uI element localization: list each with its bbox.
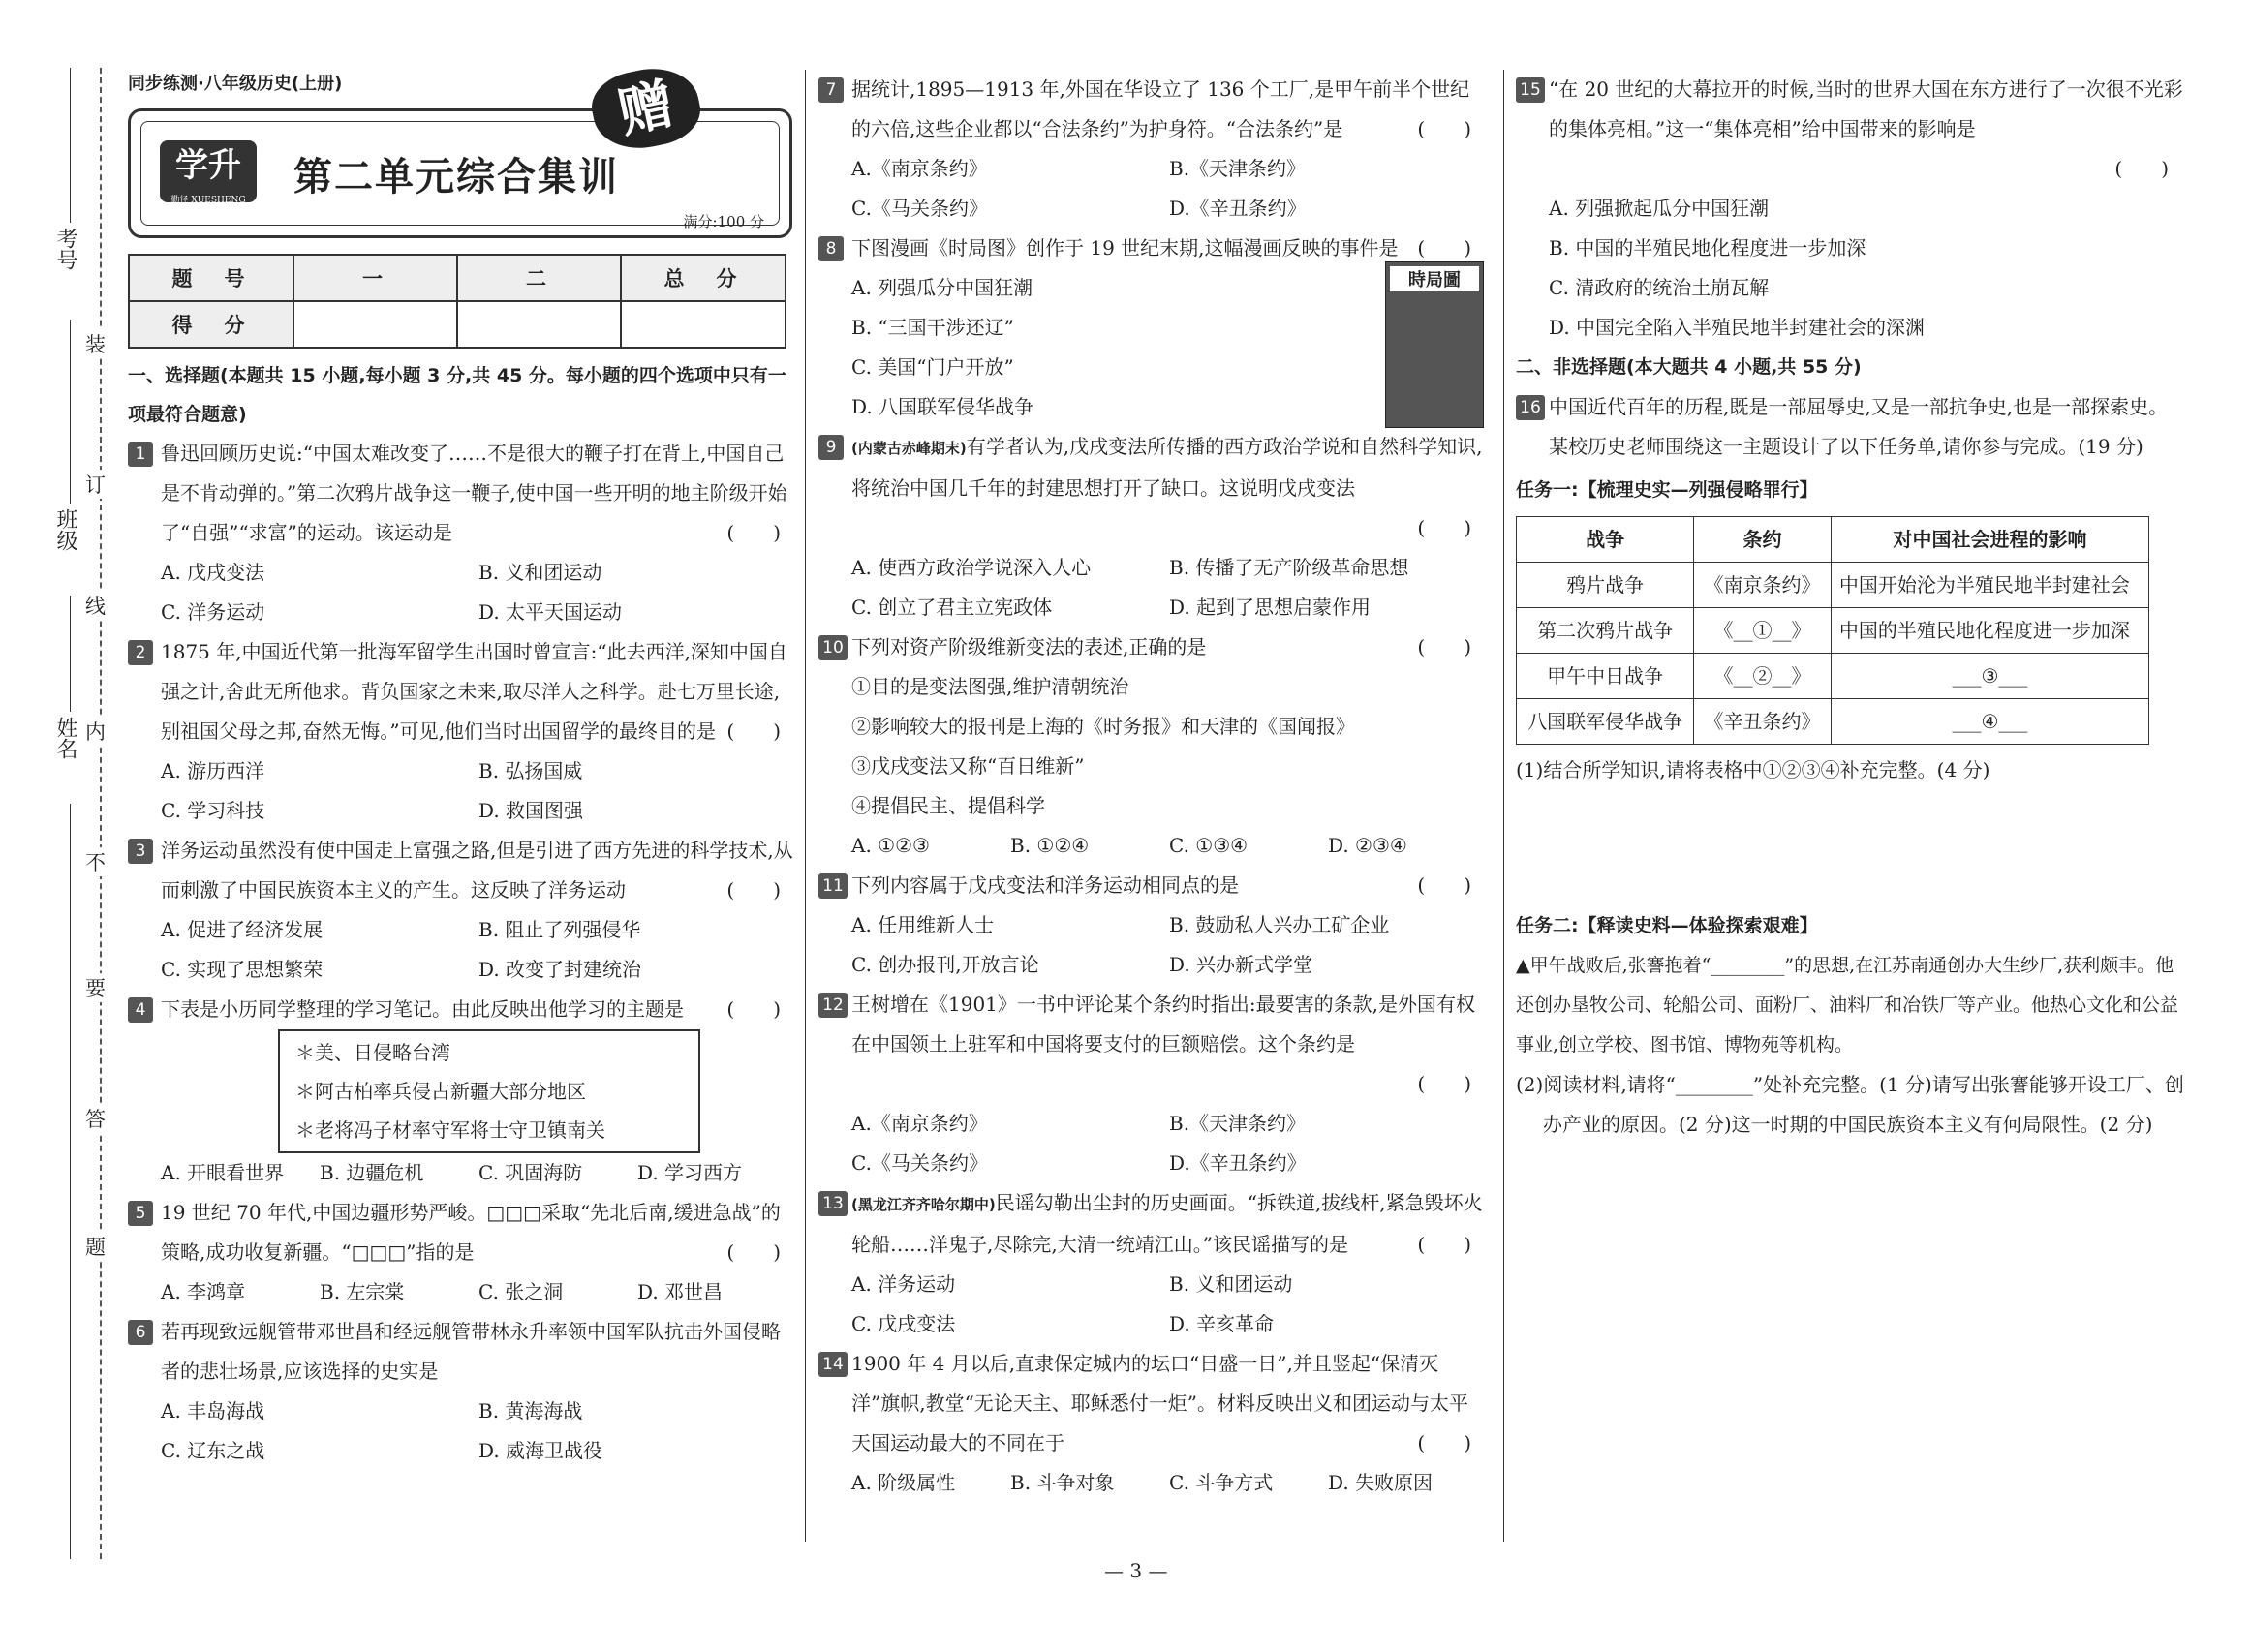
option[interactable]: B. 黄海海战 (478, 1399, 583, 1423)
option[interactable]: C. 创办报刊,开放言论 (851, 953, 1039, 976)
option[interactable]: D. 兴办新式学堂 (1169, 953, 1313, 976)
options-10 (818, 826, 1487, 866)
question-text: 1875 年,中国近代第一批海军留学生出国时曾宣言:“此去西洋,深知中国自强之计,舍此无所他求。背负国家之未来,取尽洋人之科学。赴七万里长途,别祖国父母之邦,奋然无悔。”可见,他们当时出国留学的最终目的是 (161, 640, 787, 743)
question-source: (内蒙古赤峰期末) (851, 440, 967, 457)
option[interactable]: A. 戊戌变法 (161, 561, 265, 584)
option[interactable]: C. 洋务运动 (161, 600, 265, 624)
option[interactable]: C. 美国“门户开放” (851, 355, 1014, 379)
option[interactable]: A. 任用维新人士 (851, 913, 995, 936)
question-text: 下图漫画《时局图》创作于 19 世纪末期,这幅漫画反映的事件是 (851, 236, 1399, 260)
series-title: 同步练测·八年级历史(上册) (128, 74, 343, 94)
option[interactable]: D. 威海卫战役 (478, 1439, 603, 1462)
margin-line (70, 320, 71, 504)
question-number: 1 (128, 442, 153, 467)
question-12 (818, 985, 1487, 1104)
answer-space-1[interactable] (1516, 790, 2184, 906)
table-row (1517, 608, 2149, 654)
score-cell[interactable] (293, 301, 457, 348)
score-header: 二 (457, 255, 621, 301)
question-3 (128, 831, 796, 910)
options-4 (128, 1153, 796, 1193)
binding-char: 题 (85, 1232, 106, 1261)
answer-paren[interactable]: ( ) (726, 878, 781, 902)
question-number: 14 (818, 1352, 848, 1377)
options-3 (128, 910, 796, 990)
option[interactable]: A. 使西方政治学说深入人心 (851, 556, 1092, 579)
answer-paren[interactable]: ( ) (1417, 635, 1471, 658)
option[interactable]: A. 列强掀起瓜分中国狂潮 (1549, 197, 1770, 220)
section-1-heading: 一、选择题(本题共 15 小题,每小题 3 分,共 45 分。每小题的四个选项中只有一项最符合题意) (128, 365, 786, 425)
table-cell: 《南京条约》 (1694, 563, 1832, 608)
question-number: 3 (128, 839, 153, 864)
question-number: 15 (1516, 77, 1545, 103)
question-number: 5 (128, 1201, 153, 1226)
option[interactable]: C.《马关条约》 (851, 1151, 988, 1175)
option[interactable]: D. 改变了封建统治 (478, 958, 642, 981)
question-15 (1516, 70, 2184, 189)
option[interactable]: A. 洋务运动 (851, 1272, 956, 1296)
answer-paren[interactable]: ( ) (1417, 236, 1471, 260)
question-16 (1516, 387, 2184, 467)
column-3 (1516, 70, 2184, 1145)
question-text: 19 世纪 70 年代,中国边疆形势严峻。□□□采取“先北后南,缓进急战”的策略,成功收复新疆。“□□□”指的是 (161, 1201, 781, 1264)
name-label: 姓名 (53, 717, 77, 759)
option[interactable]: C. 创立了君主立宪政体 (851, 596, 1053, 619)
question-number: 2 (128, 640, 153, 665)
exam-number-label: 考号 (53, 228, 77, 270)
answer-paren[interactable]: ( ) (726, 1240, 781, 1264)
column-divider (805, 70, 806, 1542)
option[interactable]: A. ①②③ (851, 834, 930, 857)
margin-line (70, 68, 71, 223)
question-number: 7 (818, 77, 844, 103)
option[interactable]: C. 戊戌变法 (851, 1312, 956, 1335)
time-situation-cartoon (1385, 261, 1484, 428)
option[interactable]: D. 失败原因 (1328, 1471, 1434, 1494)
option[interactable]: D. 起到了思想启蒙作用 (1169, 596, 1372, 619)
table-row (1517, 699, 2149, 745)
answer-paren[interactable]: ( ) (1417, 873, 1471, 897)
answer-paren[interactable]: ( ) (726, 521, 781, 544)
option[interactable]: D.《辛丑条约》 (1169, 197, 1307, 220)
options-14 (818, 1463, 1487, 1503)
table-cell: 第二次鸦片战争 (1517, 608, 1694, 654)
question-text: 下列内容属于戊戌变法和洋务运动相同点的是 (851, 873, 1239, 897)
question-number: 16 (1516, 395, 1545, 420)
binding-char: 线 (85, 591, 106, 620)
option[interactable]: A. 列强瓜分中国狂潮 (851, 276, 1033, 299)
score-table (128, 254, 786, 349)
option[interactable]: D. 救国图强 (478, 799, 584, 822)
option[interactable]: A. 开眼看世界 (161, 1161, 285, 1184)
option[interactable]: C. 实现了思想繁荣 (161, 958, 324, 981)
gift-badge: 赠 (586, 59, 706, 157)
column-1 (128, 356, 796, 1471)
column-divider (1503, 70, 1504, 1542)
question-number: 4 (128, 997, 153, 1023)
option[interactable]: B.《天津条约》 (1169, 157, 1307, 180)
table-cell: 中国的半殖民地化程度进一步加深 (1831, 608, 2148, 654)
table-cell: 鸦片战争 (1517, 563, 1694, 608)
margin-line (70, 804, 71, 1559)
question-number: 13 (818, 1191, 848, 1216)
answer-paren[interactable]: ( ) (726, 719, 781, 743)
question-9 (818, 427, 1487, 548)
answer-paren[interactable]: ( ) (1417, 1072, 1471, 1095)
statement: ④提倡民主、提倡科学 (851, 794, 1045, 817)
question-11 (818, 866, 1487, 905)
options-11 (818, 905, 1487, 985)
question-text: 鲁迅回顾历史说:“中国太难改变了……不是很大的鞭子打在背上,中国自己是不肯动弹的。”第二次鸦片战争这一鞭子,使中国一些开明的地主阶级开始了“自强”“求富”的运动。该运动是 (161, 442, 787, 544)
logo: 学升 (160, 140, 257, 202)
binding-char: 装 (85, 329, 106, 358)
options-9 (818, 548, 1487, 627)
option[interactable]: B. 义和团运动 (1169, 1272, 1293, 1296)
option[interactable]: C. 张之洞 (478, 1280, 564, 1303)
task-2-heading: 任务二:【释读史料—体验探索艰难】 (1516, 915, 1818, 936)
table-header: 条约 (1694, 517, 1832, 563)
option[interactable]: D. 辛亥革命 (1169, 1312, 1275, 1335)
option[interactable]: D. 太平天国运动 (478, 600, 623, 624)
note-item: ＊阿古柏率兵侵占新疆大部分地区 (295, 1080, 586, 1103)
statement: ①目的是变法图强,维护清朝统治 (851, 675, 1129, 698)
table-cell: 《辛丑条约》 (1694, 699, 1832, 745)
cartoon-title: 時局圖 (1390, 266, 1479, 291)
question-14 (818, 1344, 1487, 1463)
answer-paren[interactable]: ( ) (726, 997, 781, 1021)
options-7 (818, 149, 1487, 229)
score-cell[interactable] (621, 301, 786, 348)
option[interactable]: C. 巩固海防 (478, 1161, 583, 1184)
question-text: 洋务运动虽然没有使中国走上富强之路,但是引进了西方先进的科学技术,从而刺激了中国民族资本主义的产生。这反映了洋务运动 (161, 839, 793, 902)
class-label: 班级 (53, 508, 77, 551)
option[interactable]: B. “三国干涉还辽” (851, 316, 1014, 339)
question-text: “在 20 世纪的大幕拉开的时候,当时的世界大国在东方进行了一次很不光彩的集体亮相。”这一“集体亮相”给中国带来的影响是 (1549, 77, 2183, 140)
option[interactable]: B. 阻止了列强侵华 (478, 918, 641, 941)
option[interactable]: A. 李鸿章 (161, 1280, 246, 1303)
option[interactable]: C. 辽东之战 (161, 1439, 265, 1462)
answer-paren[interactable]: ( ) (1417, 117, 1471, 140)
table-row (1517, 654, 2149, 699)
question-2 (128, 632, 796, 751)
blank-2[interactable]: 《__②__》 (1694, 654, 1832, 699)
options-13 (818, 1265, 1487, 1344)
sub-question-1: (1)结合所学知识,请将表格中①②③④补充完整。(4 分) (1516, 758, 1990, 781)
page-number: — 3 — (1104, 1559, 1168, 1582)
question-5 (128, 1193, 796, 1272)
binding-char: 内 (85, 717, 106, 746)
option[interactable]: C. 学习科技 (161, 799, 265, 822)
option[interactable]: B. 弘扬国威 (478, 759, 583, 782)
cut-line (100, 68, 102, 1559)
option[interactable]: A. 丰岛海战 (161, 1399, 265, 1423)
question-4 (128, 990, 796, 1029)
question-text: 据统计,1895—1913 年,外国在华设立了 136 个工厂,是甲午前半个世纪的六倍,这些企业都以“合法条约”为护身符。“合法条约”是 (851, 77, 1470, 140)
table-cell: 甲午中日战争 (1517, 654, 1694, 699)
option[interactable]: A.《南京条约》 (851, 157, 988, 180)
task-table (1516, 516, 2149, 745)
option[interactable]: D. 学习西方 (637, 1161, 743, 1184)
question-1 (128, 434, 796, 553)
option[interactable]: C. 斗争方式 (1169, 1471, 1274, 1494)
question-text: 下列对资产阶级维新变法的表述,正确的是 (851, 635, 1207, 658)
options-2 (128, 751, 796, 831)
table-cell: 八国联军侵华战争 (1517, 699, 1694, 745)
options-15 (1516, 189, 2184, 348)
question-number: 8 (818, 236, 844, 261)
logo-subtext: 勤径 XUESHENG (170, 196, 246, 205)
question-text: 1900 年 4 月以后,直隶保定城内的坛口“日盛一日”,并且竖起“保清灭洋”旗帜,教堂“无论天主、耶稣悉付一炬”。材料反映出义和团运动与太平天国运动最大的不同在于 (851, 1352, 1469, 1454)
full-score: 满分:100 分 (683, 213, 764, 230)
answer-paren[interactable]: ( ) (1417, 516, 1471, 539)
option[interactable]: B. 左宗棠 (320, 1280, 405, 1303)
option[interactable]: A.《南京条约》 (851, 1112, 988, 1135)
note-item: ＊美、日侵略台湾 (295, 1041, 450, 1064)
question-7 (818, 70, 1487, 149)
table-cell: 中国开始沦为半殖民地半封建社会 (1831, 563, 2148, 608)
table-header: 战争 (1517, 517, 1694, 563)
answer-paren[interactable]: ( ) (2114, 157, 2169, 180)
blank-3[interactable]: ___③___ (1831, 654, 2148, 699)
binding-char: 订 (85, 470, 106, 499)
section-2-heading: 二、非选择题(本大题共 4 小题,共 55 分) (1516, 356, 1862, 378)
score-cell[interactable] (457, 301, 621, 348)
option[interactable]: D.《辛丑条约》 (1169, 1151, 1307, 1175)
binding-char: 要 (85, 973, 106, 1002)
options-1 (128, 553, 796, 632)
option[interactable]: B. 义和团运动 (478, 561, 602, 584)
question-text: 下表是小历同学整理的学习笔记。由此反映出他学习的主题是 (161, 997, 684, 1021)
binding-char: 答 (85, 1104, 106, 1133)
question-source: (黑龙江齐齐哈尔期中) (851, 1196, 996, 1213)
option[interactable]: C.《马关条约》 (851, 197, 988, 220)
question-text: 中国近代百年的历程,既是一部屈辱史,又是一部抗争史,也是一部探索史。某校历史老师围绕这一主题设计了以下任务单,请你参与完成。(19 分) (1549, 395, 2169, 458)
statement: ③戊戌变法又称“百日维新” (851, 754, 1085, 778)
option[interactable]: B. 边疆危机 (320, 1161, 424, 1184)
question-text: 王树增在《1901》一书中评论某个条约时指出:最要害的条款,是外国有权在中国领土上驻军和中国将要支付的巨额赔偿。这个条约是 (851, 993, 1475, 1055)
option[interactable]: A. 促进了经济发展 (161, 918, 324, 941)
options-12 (818, 1104, 1487, 1183)
question-number: 9 (818, 435, 844, 460)
option[interactable]: B. 斗争对象 (1010, 1471, 1115, 1494)
question-number: 11 (818, 873, 848, 899)
study-notes-box (278, 1029, 700, 1153)
page-title: 第二单元综合集训 (293, 154, 619, 199)
question-text: 民谣勾勒出尘封的历史画面。“拆铁道,拔线杆,紧急毁坏火轮船……洋鬼子,尽除完,大清一统靖江山。”该民谣描写的是 (851, 1191, 1483, 1256)
binding-char: 不 (85, 847, 106, 876)
option[interactable]: D. 邓世昌 (637, 1280, 724, 1303)
statement: ②影响较大的报刊是上海的《时务报》和天津的《国闻报》 (851, 715, 1355, 738)
margin-line (70, 596, 71, 712)
answer-paren[interactable]: ( ) (1417, 1233, 1471, 1256)
table-row (1517, 563, 2149, 608)
score-row-label: 得 分 (129, 301, 293, 348)
answer-paren[interactable]: ( ) (1417, 1431, 1471, 1454)
option[interactable]: B. 鼓励私人兴办工矿企业 (1169, 913, 1390, 936)
blank-4[interactable]: ___④___ (1831, 699, 2148, 745)
question-13 (818, 1183, 1487, 1265)
note-item: ＊老将冯子材率守军将士守卫镇南关 (295, 1118, 605, 1142)
option[interactable]: C. ①③④ (1169, 834, 1249, 857)
question-number: 10 (818, 635, 848, 660)
question-text: 若再现致远舰管带邓世昌和经远舰管带林永升率领中国军队抗击外国侵略者的悲壮场景,应该选择的史实是 (161, 1320, 781, 1383)
blank-1[interactable]: 《__①__》 (1694, 608, 1832, 654)
option[interactable]: D. ②③④ (1328, 834, 1407, 857)
question-number: 12 (818, 993, 848, 1018)
statements-10 (818, 667, 1487, 826)
option[interactable]: D. 八国联军侵华战争 (851, 395, 1034, 418)
options-5 (128, 1272, 796, 1312)
question-10 (818, 627, 1487, 667)
question-6 (128, 1312, 796, 1392)
task-1-heading: 任务一:【梳理史实—列强侵略罪行】 (1516, 479, 1818, 501)
option[interactable]: B.《天津条约》 (1169, 1112, 1307, 1135)
option[interactable]: A. 阶级属性 (851, 1471, 956, 1494)
material-text: ▲甲午战败后,张謇抱着“________”的思想,在江苏南通创办大生纱厂,获利颇丰。他还创办垦牧公司、轮船公司、面粉厂、油料厂和冶铁厂等产业。他热心文化和公益事业,创立学校、图书馆、博物苑等机构。 (1516, 955, 2179, 1055)
option[interactable]: B. ①②④ (1010, 834, 1090, 857)
score-header: 一 (293, 255, 457, 301)
sub-question-2: (2)阅读材料,请将“________”处补充完整。(1 分)请写出张謇能够开设工厂、创办产业的原因。(2 分)这一时期的中国民族资本主义有何局限性。(2 分) (1516, 1073, 2184, 1136)
score-header: 题 号 (129, 255, 293, 301)
question-number: 6 (128, 1320, 153, 1345)
option[interactable]: D. 中国完全陷入半殖民地半封建社会的深渊 (1549, 316, 1926, 339)
option[interactable]: B. 传播了无产阶级革命思想 (1169, 556, 1409, 579)
question-text: 有学者认为,戊戌变法所传播的西方政治学说和自然科学知识,将统治中国几千年的封建思想打开了缺口。这说明戊戌变法 (851, 435, 1483, 500)
options-6 (128, 1392, 796, 1471)
option[interactable]: C. 清政府的统治土崩瓦解 (1549, 276, 1770, 299)
table-header: 对中国社会进程的影响 (1831, 517, 2148, 563)
option[interactable]: B. 中国的半殖民地化程度进一步加深 (1549, 236, 1866, 260)
score-header: 总 分 (621, 255, 786, 301)
option[interactable]: A. 游历西洋 (161, 759, 265, 782)
